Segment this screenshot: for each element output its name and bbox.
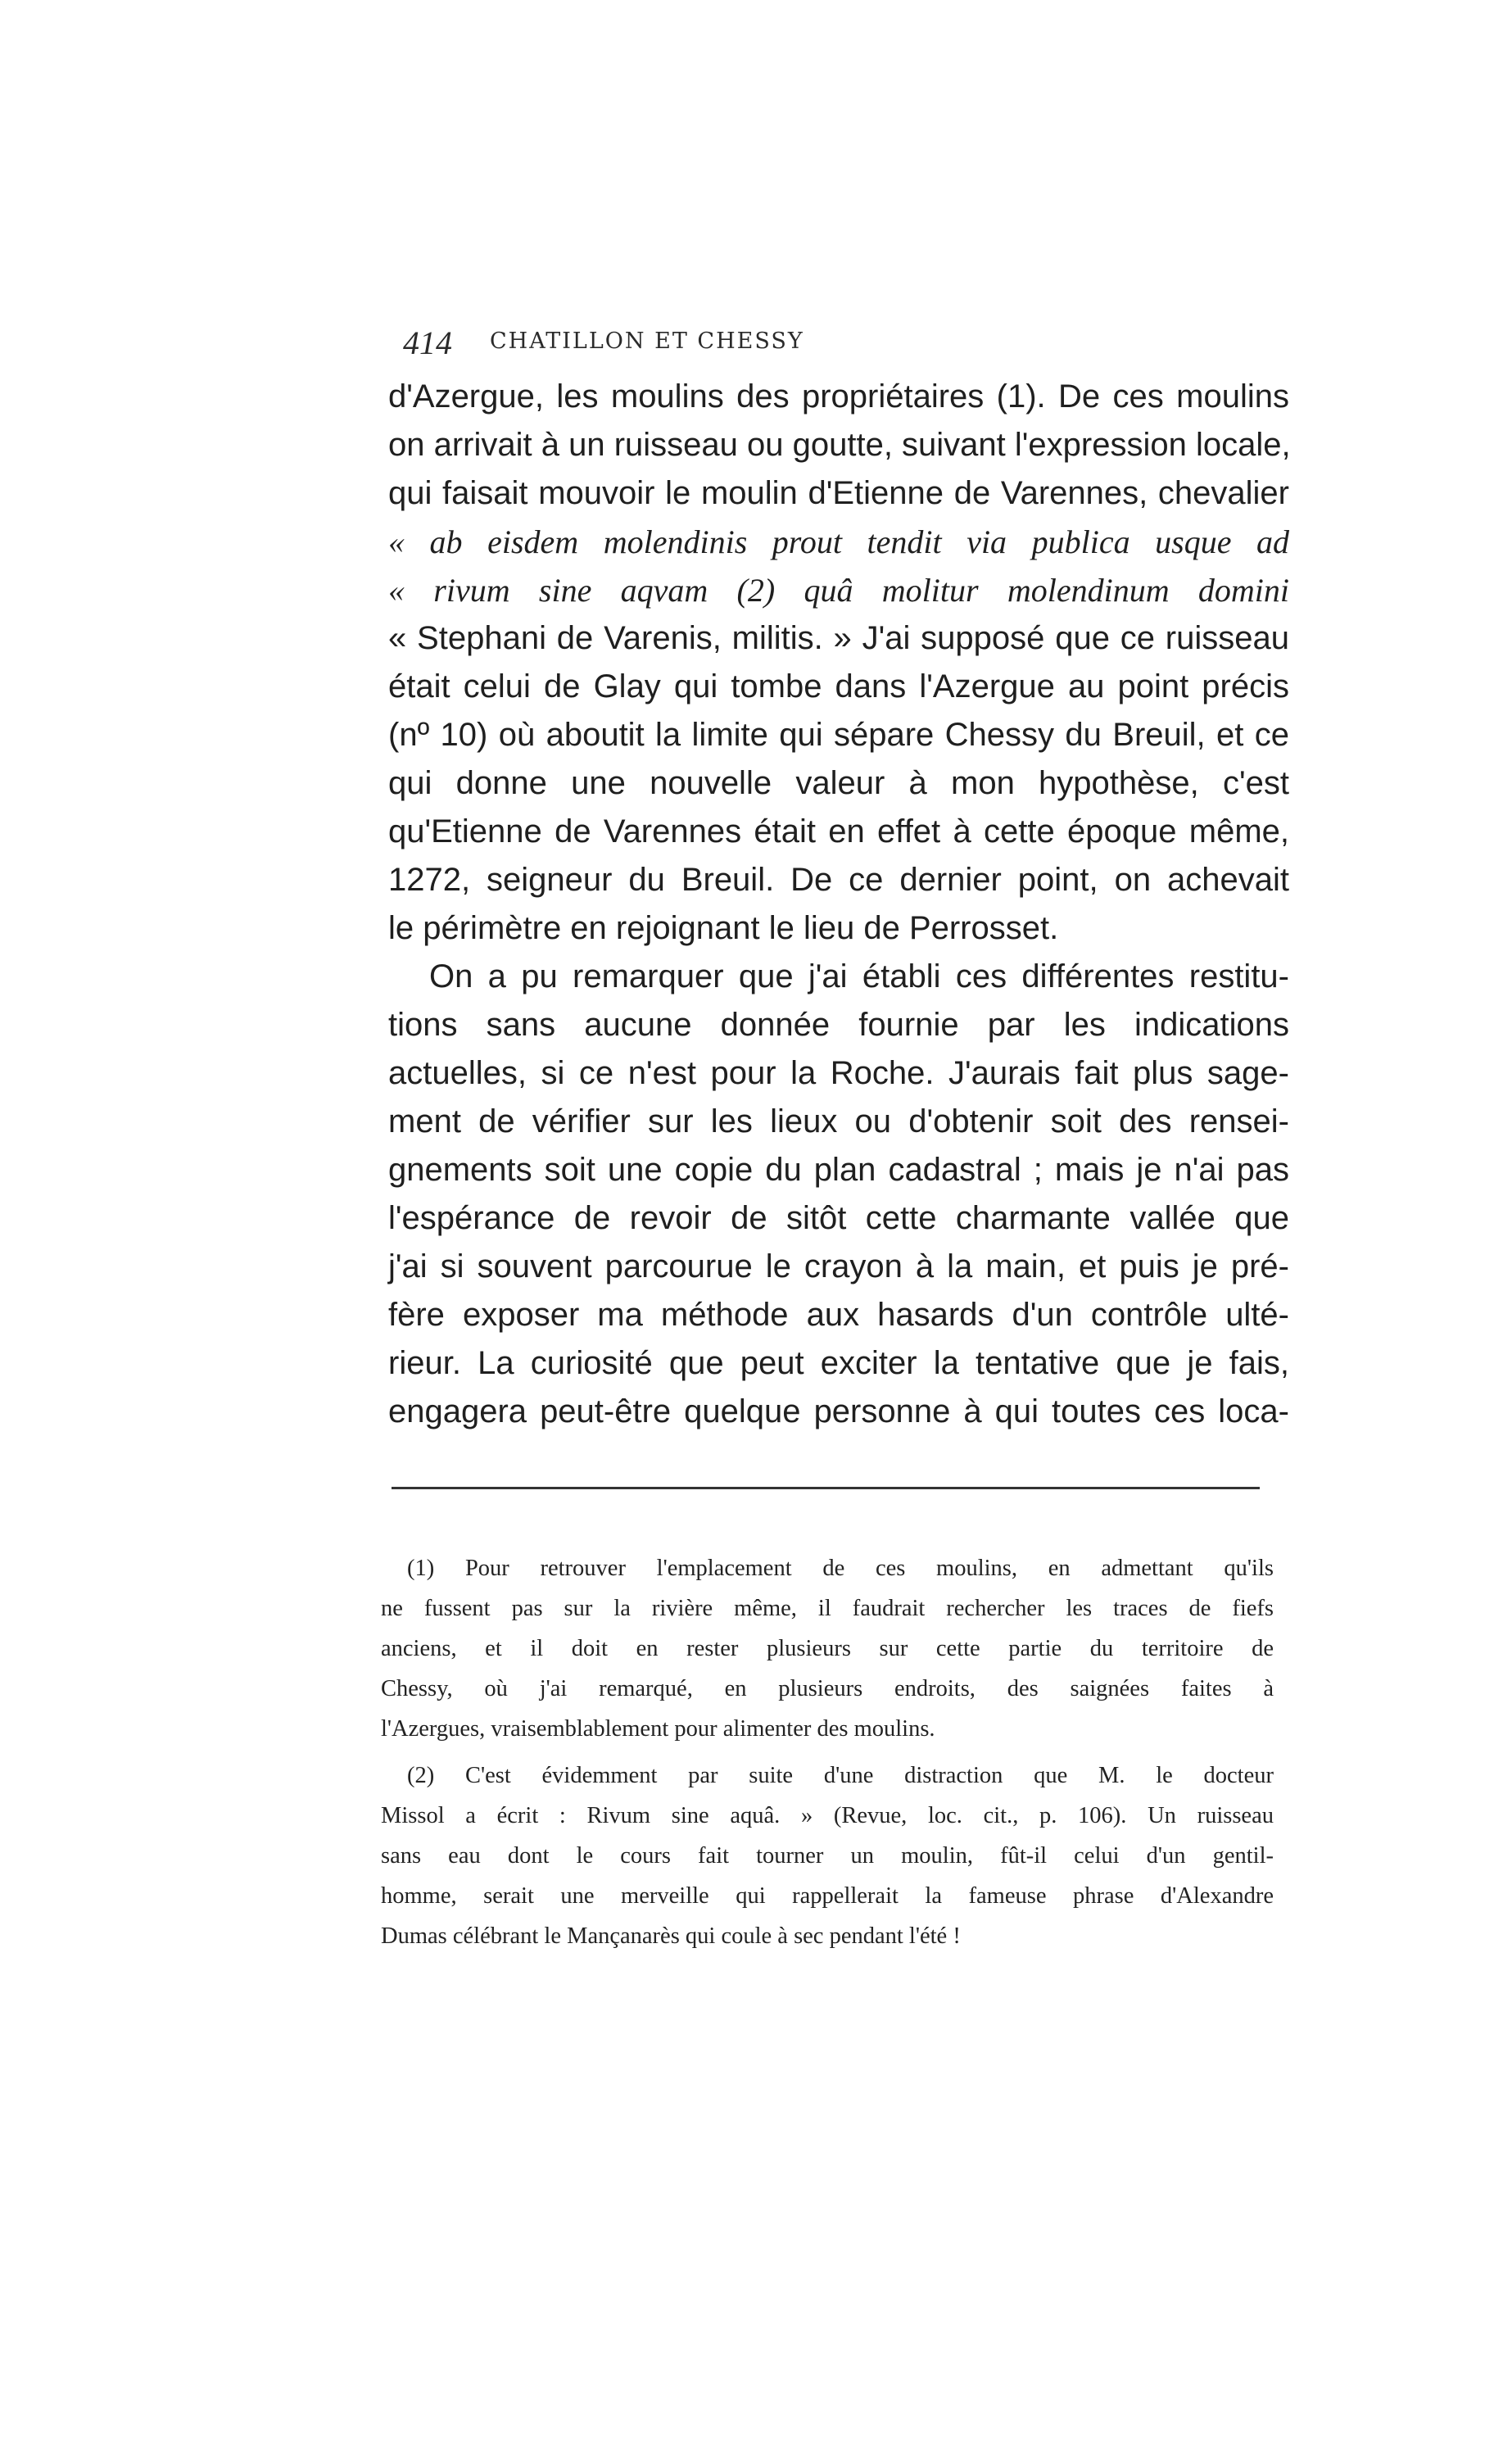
text-line: On a pu remarquer que j'ai établi ces différentes restitu- [429, 958, 1289, 994]
text-line: rieur. La curiosité que peut exciter la tentative que je fais, [388, 1345, 1289, 1381]
text-line: qui donne une nouvelle valeur à mon hypothèse, c'est [388, 765, 1289, 801]
footnote-line: ne fussent pas sur la rivière même, il faudrait rechercher les traces de fiefs [381, 1596, 1274, 1621]
text-line: qu'Etienne de Varennes était en effet à cette époque même, [388, 813, 1289, 849]
text-line: d'Azergue, les moulins des propriétaires (1). De ces moulins [388, 378, 1289, 415]
running-title: CHATILLON ET CHESSY [490, 328, 804, 354]
main-text [388, 373, 1289, 1436]
text-line: (nº 10) où aboutit la limite qui sépare Chessy du Breuil, et ce [388, 717, 1289, 753]
text-line: le périmètre en rejoignant le lieu de Perrosset. [388, 910, 1059, 946]
footnote-line: Missol a écrit : Rivum sine aquâ. » (Revue, loc. cit., p. 106). Un ruisseau [381, 1803, 1274, 1828]
footnote-line: homme, serait une merveille qui rappellerait la fameuse phrase d'Alexandre [381, 1883, 1274, 1909]
text-line: on arrivait à un ruisseau ou goutte, suivant l'expression locale, [388, 427, 1291, 463]
footnote-line: Dumas célébrant le Mançanarès qui coule à sec pendant l'été ! [381, 1923, 961, 1949]
text-line: « Stephani de Varenis, militis. » J'ai supposé que ce ruisseau [388, 620, 1289, 656]
text-line: engagera peut-être quelque personne à qui toutes ces loca- [388, 1393, 1289, 1429]
footnote-line: (1) Pour retrouver l'emplacement de ces moulins, en admettant qu'ils [407, 1556, 1274, 1581]
footnote-line: Chessy, où j'ai remarqué, en plusieurs endroits, des saignées faites à [381, 1676, 1274, 1701]
text-line: fère exposer ma méthode aux hasards d'un contrôle ulté- [388, 1297, 1289, 1333]
footnote-line: anciens, et il doit en rester plusieurs sur cette partie du territoire de [381, 1636, 1274, 1661]
paragraph-2 [388, 953, 1289, 1436]
latin-quote-line: « ab eisdem molendinis prout tendit via publica usque ad [388, 523, 1289, 560]
latin-quote-line: « rivum sine aqvam (2) quâ molitur molendinum domini [388, 572, 1289, 609]
text-line: actuelles, si ce n'est pour la Roche. J'aurais fait plus sage- [388, 1055, 1289, 1091]
paragraph-1 [388, 373, 1289, 953]
text-line: qui faisait mouvoir le moulin d'Etienne de Varennes, chevalier [388, 475, 1289, 511]
text-line: gnements soit une copie du plan cadastral ; mais je n'ai pas [388, 1152, 1289, 1188]
footnote-1 [381, 1548, 1274, 1749]
footnote-line: (2) C'est évidemment par suite d'une distraction que M. le docteur [407, 1763, 1274, 1788]
footnote-line: l'Azergues, vraisemblablement pour alimenter des moulins. [381, 1716, 935, 1742]
page-header [403, 324, 1279, 373]
text-line: était celui de Glay qui tombe dans l'Azergue au point précis [388, 668, 1289, 704]
text-line: l'espérance de revoir de sitôt cette charmante vallée que [388, 1200, 1289, 1236]
footnote-line: sans eau dont le cours fait tourner un moulin, fût-il celui d'un gentil- [381, 1843, 1274, 1869]
footnote-separator [392, 1487, 1260, 1489]
text-line: tions sans aucune donnée fournie par les indications [388, 1007, 1289, 1043]
footnote-2 [381, 1756, 1274, 1956]
page-number: 414 [403, 324, 452, 361]
text-line: 1272, seigneur du Breuil. De ce dernier point, on achevait [388, 862, 1289, 898]
footnotes [381, 1548, 1274, 1961]
text-line: j'ai si souvent parcourue le crayon à la main, et puis je pré- [388, 1248, 1289, 1284]
text-line: ment de vérifier sur les lieux ou d'obtenir soit des rensei- [388, 1103, 1289, 1139]
